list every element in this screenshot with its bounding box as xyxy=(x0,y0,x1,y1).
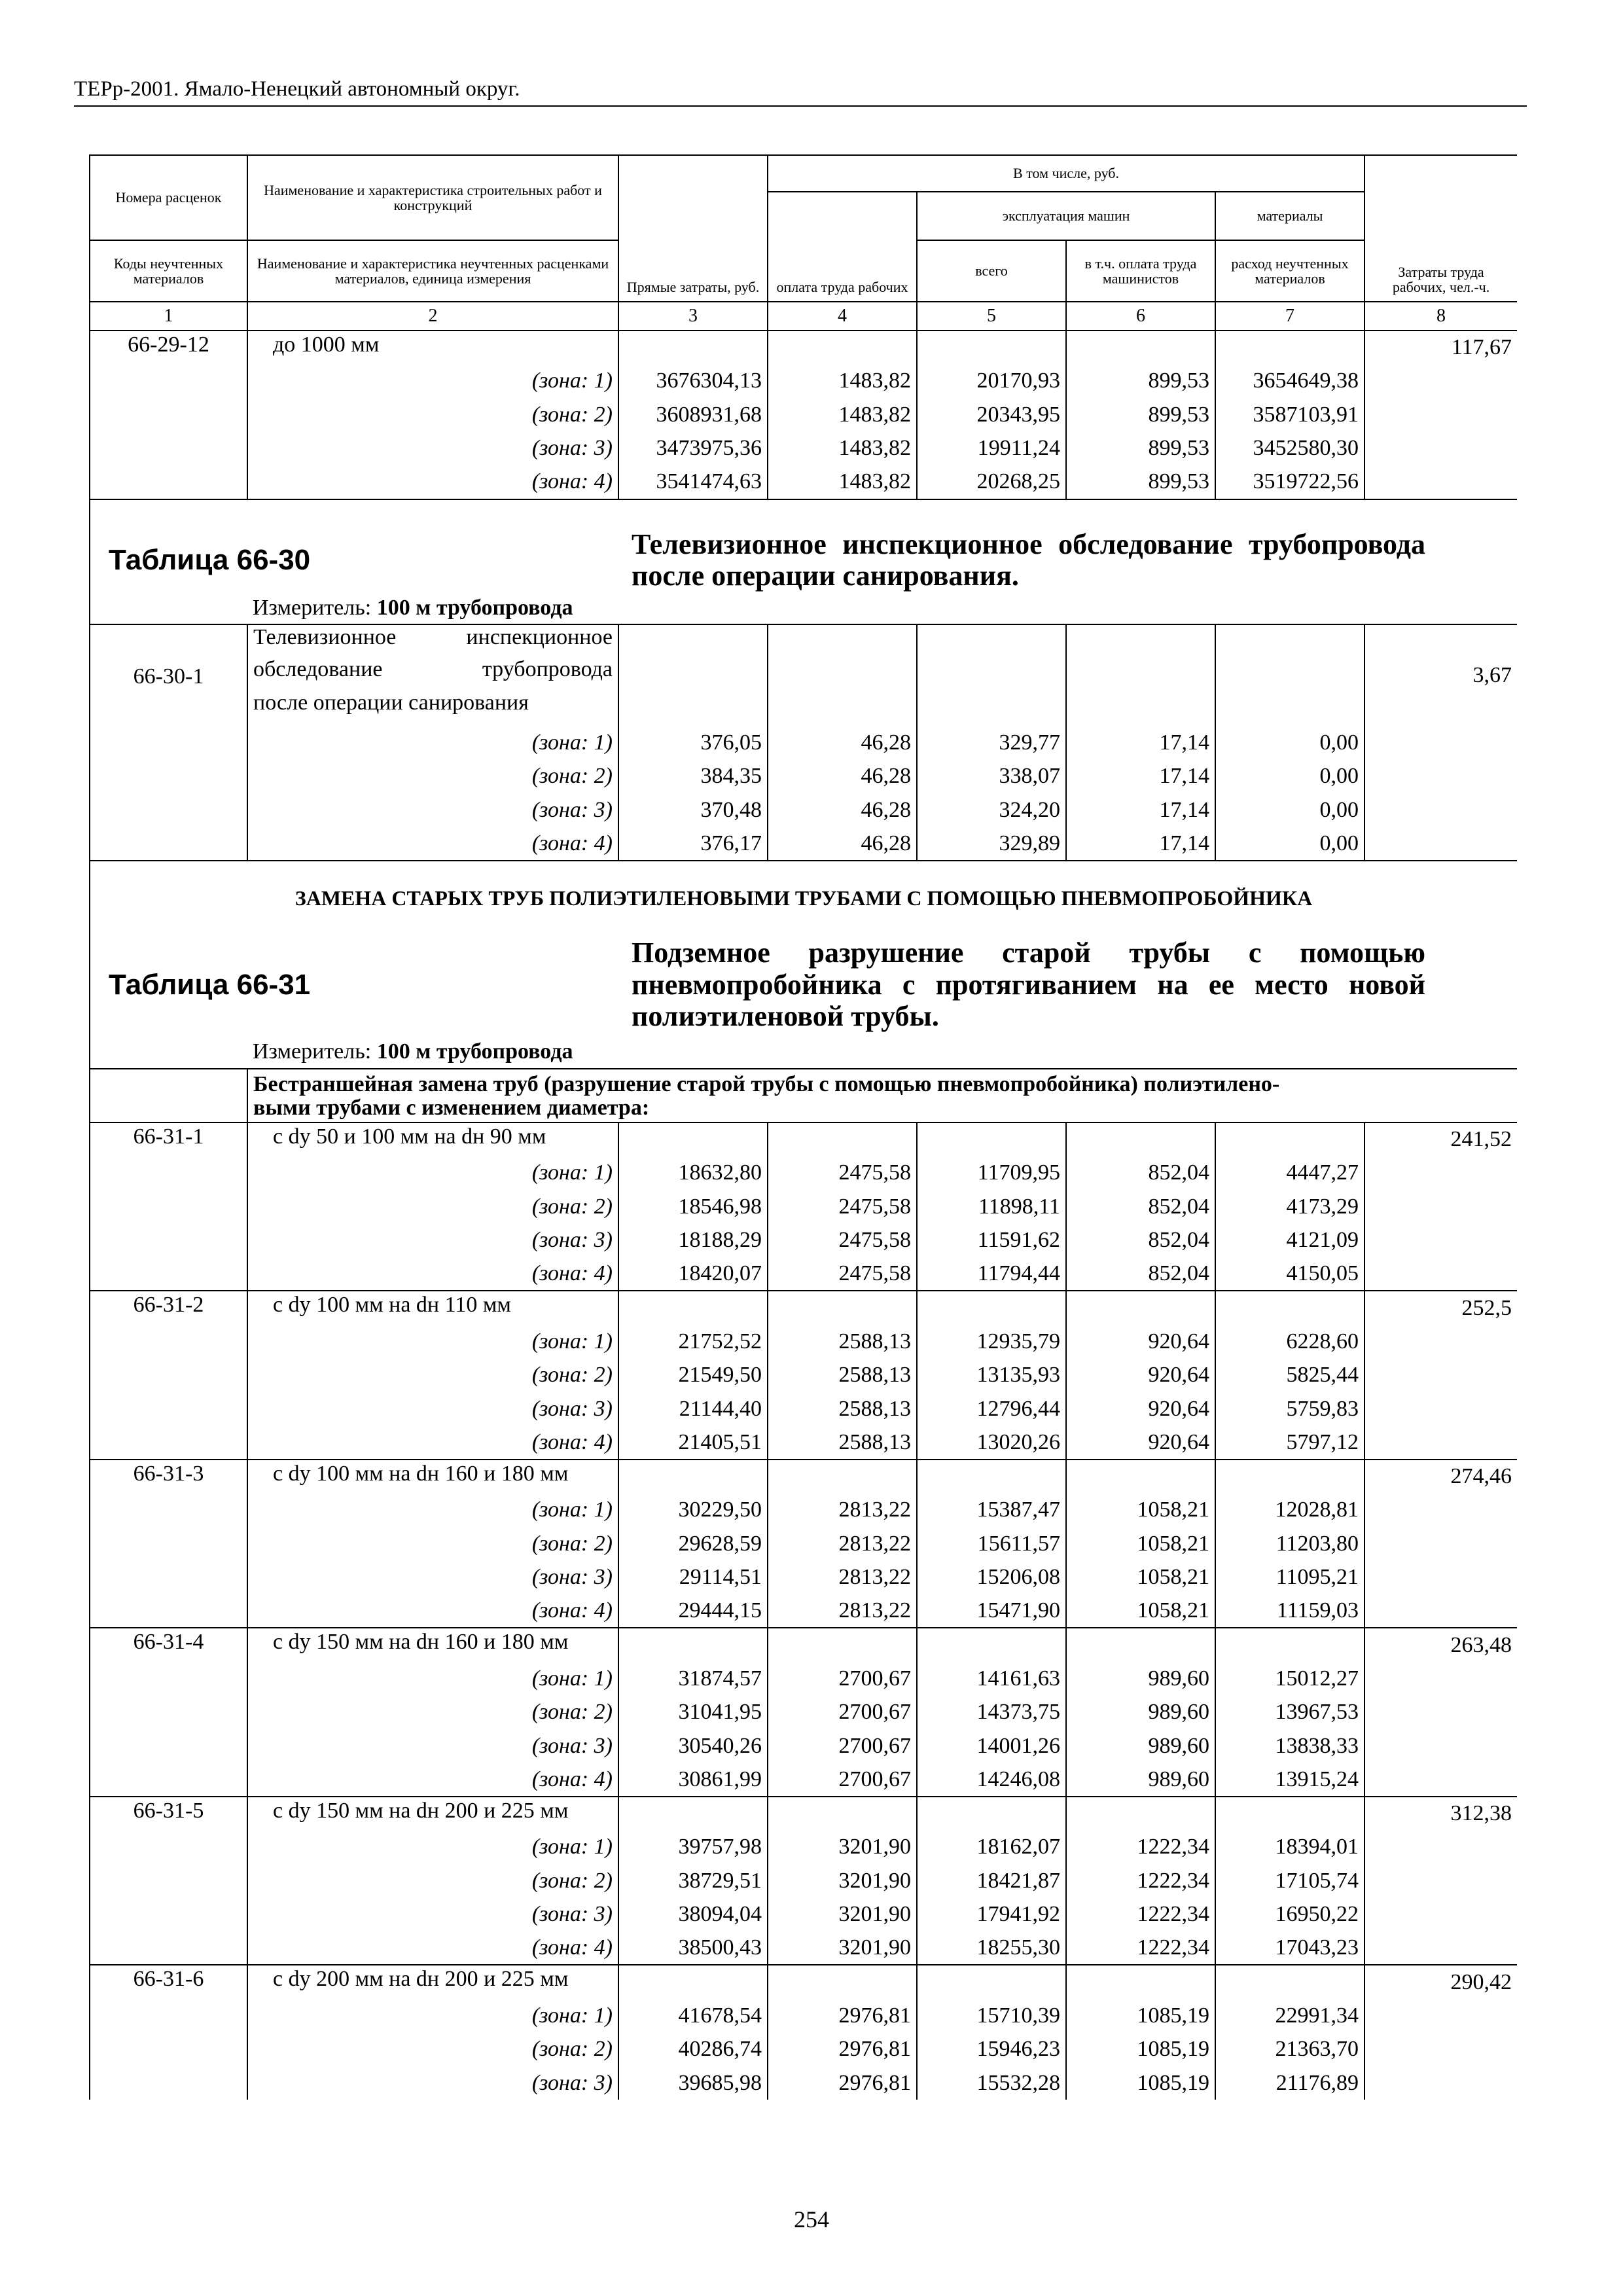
materials-cost: 3654649,38 xyxy=(1215,365,1364,399)
direct-cost: 30540,26 xyxy=(618,1729,768,1763)
zone-label: (зона: 1) xyxy=(247,365,618,399)
wages: 2588,13 xyxy=(768,1426,917,1460)
operators-wages: 17,14 xyxy=(1066,726,1215,760)
wages: 2588,13 xyxy=(768,1392,917,1426)
direct-cost: 376,17 xyxy=(618,827,768,861)
machines-total: 15532,28 xyxy=(917,2066,1066,2100)
zone-label: (зона: 4) xyxy=(247,1257,618,1291)
operators-wages: 1058,21 xyxy=(1066,1527,1215,1561)
wages: 1483,82 xyxy=(768,365,917,399)
zone-label: (зона: 2) xyxy=(247,2032,618,2066)
materials-cost: 13838,33 xyxy=(1215,1729,1364,1763)
materials-cost: 17105,74 xyxy=(1215,1864,1364,1898)
operators-wages: 899,53 xyxy=(1066,365,1215,399)
operators-wages: 852,04 xyxy=(1066,1156,1215,1190)
price-table xyxy=(89,154,1517,2100)
header-material-codes: Коды неучтенных материалов xyxy=(90,240,247,302)
zone-label: (зона: 2) xyxy=(247,1864,618,1898)
header-material-names: Наименование и характеристика неучтенных расценками материалов, единица измерения xyxy=(247,240,618,302)
header-operators-wages: в т.ч. оплата труда машинистов xyxy=(1066,240,1215,302)
measure-line xyxy=(247,592,1517,624)
zone-label: (зона: 2) xyxy=(247,398,618,432)
zone-label: (зона: 2) xyxy=(247,1358,618,1392)
materials-cost: 11203,80 xyxy=(1215,1527,1364,1561)
rate-code: 66-29-12 xyxy=(90,331,247,365)
operators-wages: 1222,34 xyxy=(1066,1830,1215,1864)
operators-wages: 17,14 xyxy=(1066,759,1215,793)
materials-cost: 4121,09 xyxy=(1215,1223,1364,1257)
materials-cost: 0,00 xyxy=(1215,726,1364,760)
machines-total: 20268,25 xyxy=(917,465,1066,499)
operators-wages: 920,64 xyxy=(1066,1358,1215,1392)
materials-cost: 4447,27 xyxy=(1215,1156,1364,1190)
zone-label: (зона: 3) xyxy=(247,2066,618,2100)
header-labor-costs: Затраты труда рабочих, чел.-ч. xyxy=(1364,155,1517,302)
wages: 1483,82 xyxy=(768,432,917,466)
operators-wages: 1222,34 xyxy=(1066,1931,1215,1965)
direct-cost: 18420,07 xyxy=(618,1257,768,1291)
group-heading-line: выми трубами с изменением диаметра: xyxy=(253,1095,650,1120)
labor-cost: 274,46 xyxy=(1364,1460,1517,1494)
machines-total: 11794,44 xyxy=(917,1257,1066,1291)
zone-label: (зона: 4) xyxy=(247,1594,618,1628)
operators-wages: 1222,34 xyxy=(1066,1897,1215,1931)
header-wages: оплата труда рабочих xyxy=(768,192,917,302)
materials-cost: 0,00 xyxy=(1215,827,1364,861)
materials-cost: 13915,24 xyxy=(1215,1763,1364,1797)
materials-cost: 3587103,91 xyxy=(1215,398,1364,432)
wages: 2976,81 xyxy=(768,2066,917,2100)
direct-cost: 39685,98 xyxy=(618,2066,768,2100)
materials-cost: 3452580,30 xyxy=(1215,432,1364,466)
machines-total: 14161,63 xyxy=(917,1662,1066,1696)
wages: 2588,13 xyxy=(768,1325,917,1359)
rate-name-line: обследование трубопровода xyxy=(247,658,618,692)
direct-cost: 30229,50 xyxy=(618,1493,768,1527)
materials-cost: 18394,01 xyxy=(1215,1830,1364,1864)
rate-code: 66-31-1 xyxy=(90,1122,247,1157)
labor-cost: 263,48 xyxy=(1364,1628,1517,1662)
zone-label: (зона: 1) xyxy=(247,726,618,760)
materials-cost: 4173,29 xyxy=(1215,1190,1364,1224)
zone-label: (зона: 2) xyxy=(247,1527,618,1561)
rate-name: с dу 150 мм на dн 200 и 225 мм xyxy=(247,1797,618,1831)
materials-cost: 12028,81 xyxy=(1215,1493,1364,1527)
zone-label: (зона: 3) xyxy=(247,793,618,827)
column-numbers-row xyxy=(90,302,1517,331)
operators-wages: 1058,21 xyxy=(1066,1594,1215,1628)
rate-code: 66-31-3 xyxy=(90,1460,247,1494)
price-table-frame xyxy=(89,154,1517,2151)
zone-label: (зона: 4) xyxy=(247,1931,618,1965)
wages: 2976,81 xyxy=(768,2032,917,2066)
machines-total: 15387,47 xyxy=(917,1493,1066,1527)
rate-name: до 1000 мм xyxy=(247,331,618,365)
column-number: 8 xyxy=(1364,302,1517,331)
wages: 2976,81 xyxy=(768,1999,917,2033)
direct-cost: 3473975,36 xyxy=(618,432,768,466)
column-number: 4 xyxy=(768,302,917,331)
operators-wages: 1058,21 xyxy=(1066,1560,1215,1594)
group-heading xyxy=(247,1069,1517,1122)
materials-cost: 3519722,56 xyxy=(1215,465,1364,499)
labor-cost: 312,38 xyxy=(1364,1797,1517,1831)
machines-total: 324,20 xyxy=(917,793,1066,827)
table-title: Телевизионное инспекционное обследование трубопровода после операции санирования. xyxy=(632,528,1426,592)
direct-cost: 38500,43 xyxy=(618,1931,768,1965)
machines-total: 18421,87 xyxy=(917,1864,1066,1898)
operators-wages: 1085,19 xyxy=(1066,1999,1215,2033)
labor-cost: 290,42 xyxy=(1364,1965,1517,1999)
machines-total: 20343,95 xyxy=(917,398,1066,432)
table-66-30-title-block xyxy=(90,499,1517,625)
operators-wages: 989,60 xyxy=(1066,1695,1215,1729)
wages: 2700,67 xyxy=(768,1763,917,1797)
header-direct-costs: Прямые затраты, руб. xyxy=(618,155,768,302)
operators-wages: 852,04 xyxy=(1066,1257,1215,1291)
operators-wages: 920,64 xyxy=(1066,1426,1215,1460)
zone-label: (зона: 1) xyxy=(247,1156,618,1190)
machines-total: 18162,07 xyxy=(917,1830,1066,1864)
materials-cost: 22991,34 xyxy=(1215,1999,1364,2033)
table-number: Таблица 66-31 xyxy=(109,968,311,1001)
table-header xyxy=(90,155,1517,302)
direct-cost: 39757,98 xyxy=(618,1830,768,1864)
machines-total: 19911,24 xyxy=(917,432,1066,466)
materials-cost: 16950,22 xyxy=(1215,1897,1364,1931)
operators-wages: 989,60 xyxy=(1066,1763,1215,1797)
operators-wages: 920,64 xyxy=(1066,1392,1215,1426)
direct-cost: 21752,52 xyxy=(618,1325,768,1359)
direct-cost: 21549,50 xyxy=(618,1358,768,1392)
operators-wages: 989,60 xyxy=(1066,1662,1215,1696)
measure-label: Измеритель: xyxy=(253,595,372,620)
column-number: 5 xyxy=(917,302,1066,331)
wages: 3201,90 xyxy=(768,1864,917,1898)
machines-total: 329,77 xyxy=(917,726,1066,760)
zone-label: (зона: 2) xyxy=(247,759,618,793)
rate-code: 66-30-1 xyxy=(90,624,247,726)
direct-cost: 18546,98 xyxy=(618,1190,768,1224)
materials-cost: 5759,83 xyxy=(1215,1392,1364,1426)
operators-wages: 899,53 xyxy=(1066,465,1215,499)
measure-line xyxy=(247,1036,1517,1069)
direct-cost: 38729,51 xyxy=(618,1864,768,1898)
rate-name: с dу 50 и 100 мм на dн 90 мм xyxy=(247,1122,618,1157)
zone-label: (зона: 4) xyxy=(247,827,618,861)
machines-total: 17941,92 xyxy=(917,1897,1066,1931)
header-work-name: Наименование и характеристика строительных работ и конструкций xyxy=(247,155,618,240)
header-machines: эксплуатация машин xyxy=(917,192,1215,240)
machines-total: 11709,95 xyxy=(917,1156,1066,1190)
column-number: 6 xyxy=(1066,302,1215,331)
zone-label: (зона: 3) xyxy=(247,432,618,466)
header-including: В том числе, руб. xyxy=(768,155,1364,192)
machines-total: 13135,93 xyxy=(917,1358,1066,1392)
rate-name: с dу 200 мм на dн 200 и 225 мм xyxy=(247,1965,618,1999)
direct-cost: 3541474,63 xyxy=(618,465,768,499)
materials-cost: 21176,89 xyxy=(1215,2066,1364,2100)
machines-total: 15946,23 xyxy=(917,2032,1066,2066)
materials-cost: 13967,53 xyxy=(1215,1695,1364,1729)
labor-cost: 252,5 xyxy=(1364,1291,1517,1325)
measure-value: 100 м трубопровода xyxy=(376,595,573,620)
materials-cost: 5797,12 xyxy=(1215,1426,1364,1460)
direct-cost: 3608931,68 xyxy=(618,398,768,432)
header-rule xyxy=(74,105,1527,107)
materials-cost: 15012,27 xyxy=(1215,1662,1364,1696)
zone-label: (зона: 1) xyxy=(247,1662,618,1696)
table-66-31-title-block xyxy=(90,861,1517,1122)
table-number: Таблица 66-30 xyxy=(109,543,311,576)
materials-cost: 11159,03 xyxy=(1215,1594,1364,1628)
wages: 2700,67 xyxy=(768,1695,917,1729)
rate-name: с dу 150 мм на dн 160 и 180 мм xyxy=(247,1628,618,1662)
wages: 46,28 xyxy=(768,793,917,827)
materials-cost: 21363,70 xyxy=(1215,2032,1364,2066)
machines-total: 18255,30 xyxy=(917,1931,1066,1965)
rate-block-66-30-1 xyxy=(90,624,1517,861)
column-number: 2 xyxy=(247,302,618,331)
direct-cost: 31874,57 xyxy=(618,1662,768,1696)
page-header: ТЕРр-2001. Ямало-Ненецкий автономный округ. xyxy=(74,77,520,101)
rate-name: с dу 100 мм на dн 160 и 180 мм xyxy=(247,1460,618,1494)
rate-code: 66-31-4 xyxy=(90,1628,247,1662)
operators-wages: 1085,19 xyxy=(1066,2032,1215,2066)
materials-cost: 0,00 xyxy=(1215,793,1364,827)
rate-code: 66-31-5 xyxy=(90,1797,247,1831)
wages: 3201,90 xyxy=(768,1830,917,1864)
operators-wages: 852,04 xyxy=(1066,1223,1215,1257)
wages: 2813,22 xyxy=(768,1594,917,1628)
header-machines-total: всего xyxy=(917,240,1066,302)
direct-cost: 31041,95 xyxy=(618,1695,768,1729)
direct-cost: 29444,15 xyxy=(618,1594,768,1628)
zone-label: (зона: 1) xyxy=(247,1830,618,1864)
zone-label: (зона: 2) xyxy=(247,1695,618,1729)
materials-cost: 17043,23 xyxy=(1215,1931,1364,1965)
direct-cost: 40286,74 xyxy=(618,2032,768,2066)
table-66-31-items xyxy=(90,1122,1517,2100)
wages: 2475,58 xyxy=(768,1190,917,1224)
wages: 2475,58 xyxy=(768,1257,917,1291)
zone-label: (зона: 3) xyxy=(247,1560,618,1594)
wages: 2475,58 xyxy=(768,1156,917,1190)
machines-total: 15710,39 xyxy=(917,1999,1066,2033)
machines-total: 15471,90 xyxy=(917,1594,1066,1628)
direct-cost: 41678,54 xyxy=(618,1999,768,2033)
labor-cost: 117,67 xyxy=(1364,331,1517,365)
zone-label: (зона: 4) xyxy=(247,1763,618,1797)
wages: 2588,13 xyxy=(768,1358,917,1392)
measure-label: Измеритель: xyxy=(253,1039,372,1064)
table-title: Подземное разрушение старой трубы с помощью пневмопробойника с протягиванием на ее место новой полиэтиленовой трубы. xyxy=(632,937,1426,1032)
machines-total: 15206,08 xyxy=(917,1560,1066,1594)
direct-cost: 29628,59 xyxy=(618,1527,768,1561)
zone-label: (зона: 3) xyxy=(247,1729,618,1763)
machines-total: 14373,75 xyxy=(917,1695,1066,1729)
operators-wages: 899,53 xyxy=(1066,432,1215,466)
wages: 2813,22 xyxy=(768,1493,917,1527)
materials-cost: 5825,44 xyxy=(1215,1358,1364,1392)
wages: 46,28 xyxy=(768,827,917,861)
operators-wages: 899,53 xyxy=(1066,398,1215,432)
direct-cost: 370,48 xyxy=(618,793,768,827)
machines-total: 12796,44 xyxy=(917,1392,1066,1426)
operators-wages: 17,14 xyxy=(1066,793,1215,827)
zone-label: (зона: 1) xyxy=(247,1493,618,1527)
page-number: 254 xyxy=(794,2206,829,2233)
wages: 1483,82 xyxy=(768,398,917,432)
rate-block-66-29-12 xyxy=(90,331,1517,499)
operators-wages: 852,04 xyxy=(1066,1190,1215,1224)
wages: 3201,90 xyxy=(768,1897,917,1931)
materials-cost: 4150,05 xyxy=(1215,1257,1364,1291)
direct-cost: 38094,04 xyxy=(618,1897,768,1931)
machines-total: 15611,57 xyxy=(917,1527,1066,1561)
rate-name-line: Телевизионное инспекционное xyxy=(247,624,618,658)
column-number: 3 xyxy=(618,302,768,331)
group-heading-line: Бестраншейная замена труб (разрушение старой трубы с помощью пневмопробойника) полиэтилено- xyxy=(253,1072,1280,1097)
operators-wages: 989,60 xyxy=(1066,1729,1215,1763)
materials-cost: 6228,60 xyxy=(1215,1325,1364,1359)
materials-cost: 11095,21 xyxy=(1215,1560,1364,1594)
operators-wages: 1058,21 xyxy=(1066,1493,1215,1527)
direct-cost: 3676304,13 xyxy=(618,365,768,399)
direct-cost: 384,35 xyxy=(618,759,768,793)
operators-wages: 920,64 xyxy=(1066,1325,1215,1359)
wages: 2700,67 xyxy=(768,1729,917,1763)
machines-total: 11898,11 xyxy=(917,1190,1066,1224)
rate-code: 66-31-2 xyxy=(90,1291,247,1325)
direct-cost: 18632,80 xyxy=(618,1156,768,1190)
rate-name-line: после операции санирования xyxy=(247,692,618,726)
wages: 2700,67 xyxy=(768,1662,917,1696)
machines-total: 12935,79 xyxy=(917,1325,1066,1359)
wages: 2475,58 xyxy=(768,1223,917,1257)
wages: 1483,82 xyxy=(768,465,917,499)
column-number: 1 xyxy=(90,302,247,331)
machines-total: 20170,93 xyxy=(917,365,1066,399)
machines-total: 14001,26 xyxy=(917,1729,1066,1763)
header-unaccounted-materials: расход неучтенных материалов xyxy=(1215,240,1364,302)
wages: 46,28 xyxy=(768,759,917,793)
direct-cost: 376,05 xyxy=(618,726,768,760)
zone-label: (зона: 2) xyxy=(247,1190,618,1224)
rate-name: с dу 100 мм на dн 110 мм xyxy=(247,1291,618,1325)
direct-cost: 30861,99 xyxy=(618,1763,768,1797)
wages: 2813,22 xyxy=(768,1527,917,1561)
direct-cost: 18188,29 xyxy=(618,1223,768,1257)
header-rate-numbers: Номера расценок xyxy=(90,155,247,240)
machines-total: 329,89 xyxy=(917,827,1066,861)
wages: 3201,90 xyxy=(768,1931,917,1965)
zone-label: (зона: 4) xyxy=(247,465,618,499)
labor-cost: 3,67 xyxy=(1364,624,1517,726)
direct-cost: 21405,51 xyxy=(618,1426,768,1460)
section-title: ЗАМЕНА СТАРЫХ ТРУБ ПОЛИЭТИЛЕНОВЫМИ ТРУБАМИ С ПОМОЩЬЮ ПНЕВМОПРОБОЙНИКА xyxy=(90,861,1517,921)
direct-cost: 29114,51 xyxy=(618,1560,768,1594)
wages: 2813,22 xyxy=(768,1560,917,1594)
zone-label: (зона: 1) xyxy=(247,1325,618,1359)
zone-label: (зона: 4) xyxy=(247,1426,618,1460)
machines-total: 13020,26 xyxy=(917,1426,1066,1460)
measure-value: 100 м трубопровода xyxy=(376,1039,573,1064)
operators-wages: 17,14 xyxy=(1066,827,1215,861)
machines-total: 338,07 xyxy=(917,759,1066,793)
wages: 46,28 xyxy=(768,726,917,760)
zone-label: (зона: 3) xyxy=(247,1223,618,1257)
zone-label: (зона: 3) xyxy=(247,1897,618,1931)
direct-cost: 21144,40 xyxy=(618,1392,768,1426)
operators-wages: 1222,34 xyxy=(1066,1864,1215,1898)
materials-cost: 0,00 xyxy=(1215,759,1364,793)
zone-label: (зона: 3) xyxy=(247,1392,618,1426)
rate-code: 66-31-6 xyxy=(90,1965,247,1999)
column-number: 7 xyxy=(1215,302,1364,331)
operators-wages: 1085,19 xyxy=(1066,2066,1215,2100)
zone-label: (зона: 1) xyxy=(247,1999,618,2033)
labor-cost: 241,52 xyxy=(1364,1122,1517,1157)
machines-total: 14246,08 xyxy=(917,1763,1066,1797)
machines-total: 11591,62 xyxy=(917,1223,1066,1257)
header-materials: материалы xyxy=(1215,192,1364,240)
